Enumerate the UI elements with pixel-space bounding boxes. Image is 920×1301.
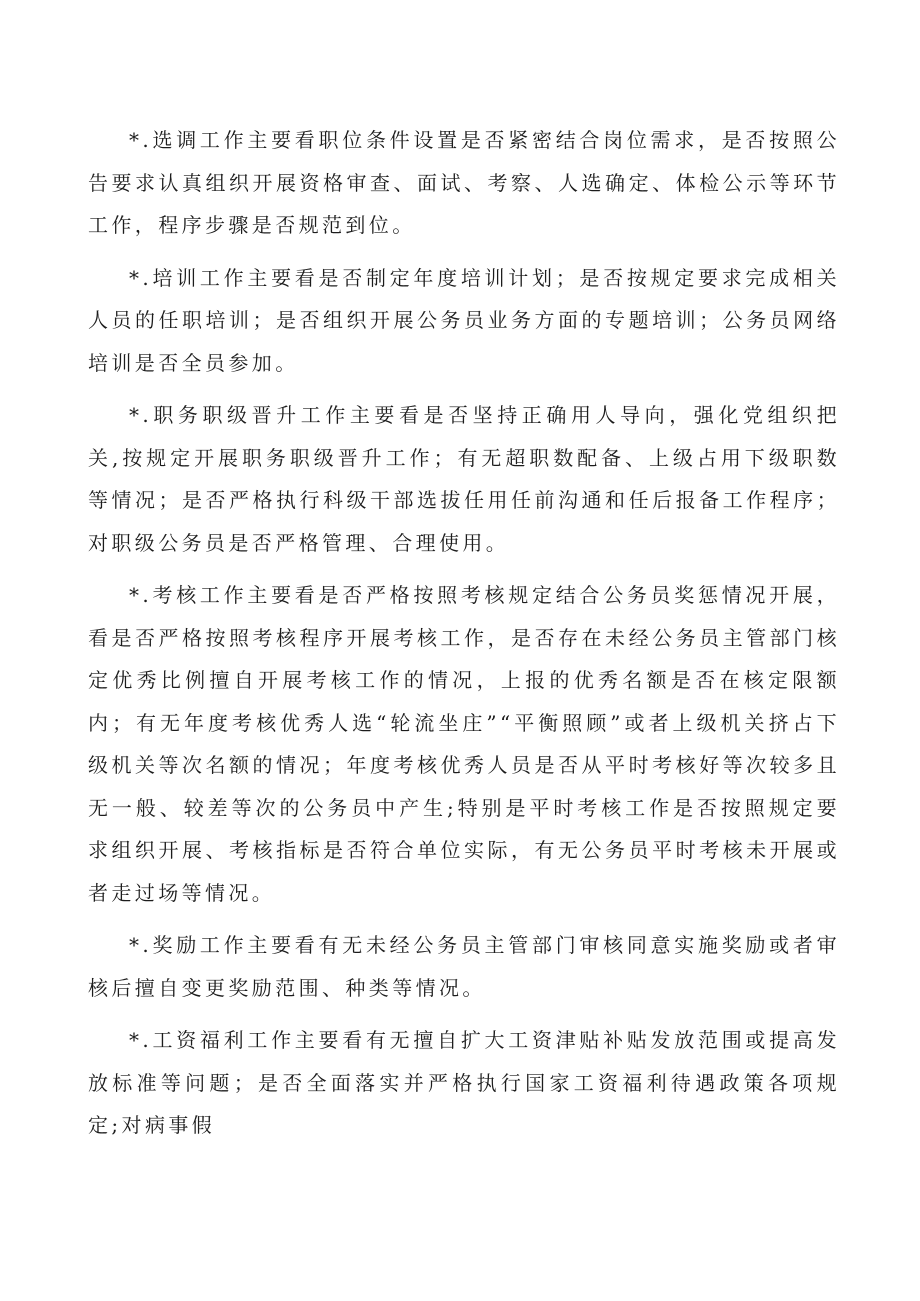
paragraph-promotion-work: *.职务职级晋升工作主要看是否坚持正确用人导向，强化党组织把关,按规定开展职务职级晋升工作；有无超职数配备、上级占用下级职数等情况；是否严格执行科级干部选拔任用任前沟通和任后报备工作程序；对职级公务员是否严格管理、合理使用。 <box>88 403 840 555</box>
paragraph-assessment-work: *.考核工作主要看是否严格按照考核规定结合公务员奖惩情况开展，看是否严格按照考核程序开展考核工作，是否存在未经公务员主管部门核定优秀比例擅自开展考核工作的情况，上报的优秀名额是否在核定限额内；有无年度考核优秀人选“轮流坐庄”“平衡照顾”或者上级机关挤占下级机关等次名额的情况；年度考核优秀人员是否从平时考核好等次较多且无一般、较差等次的公务员中产生;特别是平时考核工作是否按照规定要求组织开展、考核指标是否符合单位实际，有无公务员平时考核未开展或者走过场等情况。 <box>88 583 840 905</box>
paragraph-training-work: *.培训工作主要看是否制定年度培训计划；是否按规定要求完成相关人员的任职培训；是否组织开展公务员业务方面的专题培训；公务员网络培训是否全员参加。 <box>88 265 840 375</box>
paragraph-salary-welfare-work: *.工资福利工作主要看有无擅自扩大工资津贴补贴发放范围或提高发放标准等问题；是否全面落实并严格执行国家工资福利待遇政策各项规定;对病事假 <box>88 1028 840 1137</box>
paragraph-selection-work: *.选调工作主要看职位条件设置是否紧密结合岗位需求，是否按照公告要求认真组织开展资格审查、面试、考察、人选确定、体检公示等环节工作，程序步骤是否规范到位。 <box>88 128 840 237</box>
document-body <box>88 119 840 1157</box>
paragraph-reward-work: *.奖励工作主要看有无未经公务员主管部门审核同意实施奖励或者审核后擅自变更奖励范围、种类等情况。 <box>88 933 840 1000</box>
